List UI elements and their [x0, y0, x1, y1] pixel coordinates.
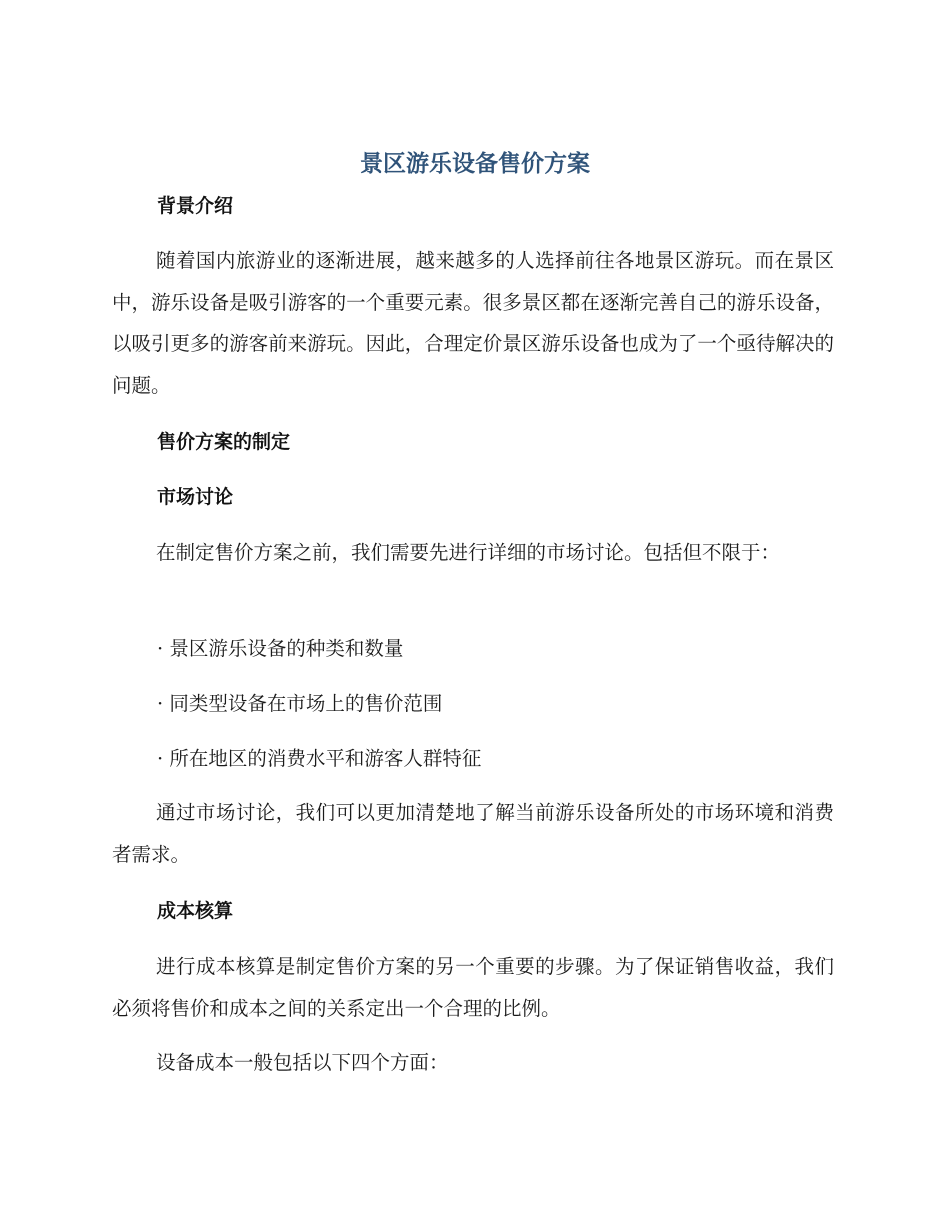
market-conclusion-paragraph: 通过市场讨论，我们可以更加清楚地了解当前游乐设备所处的市场环境和消费者需求。	[112, 801, 834, 866]
cost-paragraph: 进行成本核算是制定售价方案的另一个重要的步骤。为了保证销售收益，我们必须将售价和成本之间的关系定出一个合理的比例。	[112, 955, 834, 1020]
background-heading: 背景介绍	[157, 195, 234, 217]
market-bullet-item: · 景区游乐设备的种类和数量	[157, 637, 404, 660]
market-heading: 市场讨论	[157, 486, 234, 508]
background-paragraph: 随着国内旅游业的逐渐进展，越来越多的人选择前往各地景区游玩。而在景区中，游乐设备是吸引游客的一个重要元素。很多景区都在逐渐完善自己的游乐设备，以吸引更多的游客前来游玩。因此，合理定价景区游乐设备也成为了一个亟待解决的问题。	[112, 249, 834, 397]
market-bullet-item: · 同类型设备在市场上的售价范围	[157, 692, 443, 715]
cost-heading: 成本核算	[157, 900, 234, 922]
document-title: 景区游乐设备售价方案	[360, 151, 590, 177]
pricing-heading: 售价方案的制定	[157, 431, 291, 453]
market-intro-paragraph: 在制定售价方案之前，我们需要先进行详细的市场讨论。包括但不限于：	[156, 541, 781, 564]
cost-intro-paragraph: 设备成本一般包括以下四个方面：	[156, 1051, 449, 1074]
market-bullet-item: · 所在地区的消费水平和游客人群特征	[157, 747, 482, 770]
